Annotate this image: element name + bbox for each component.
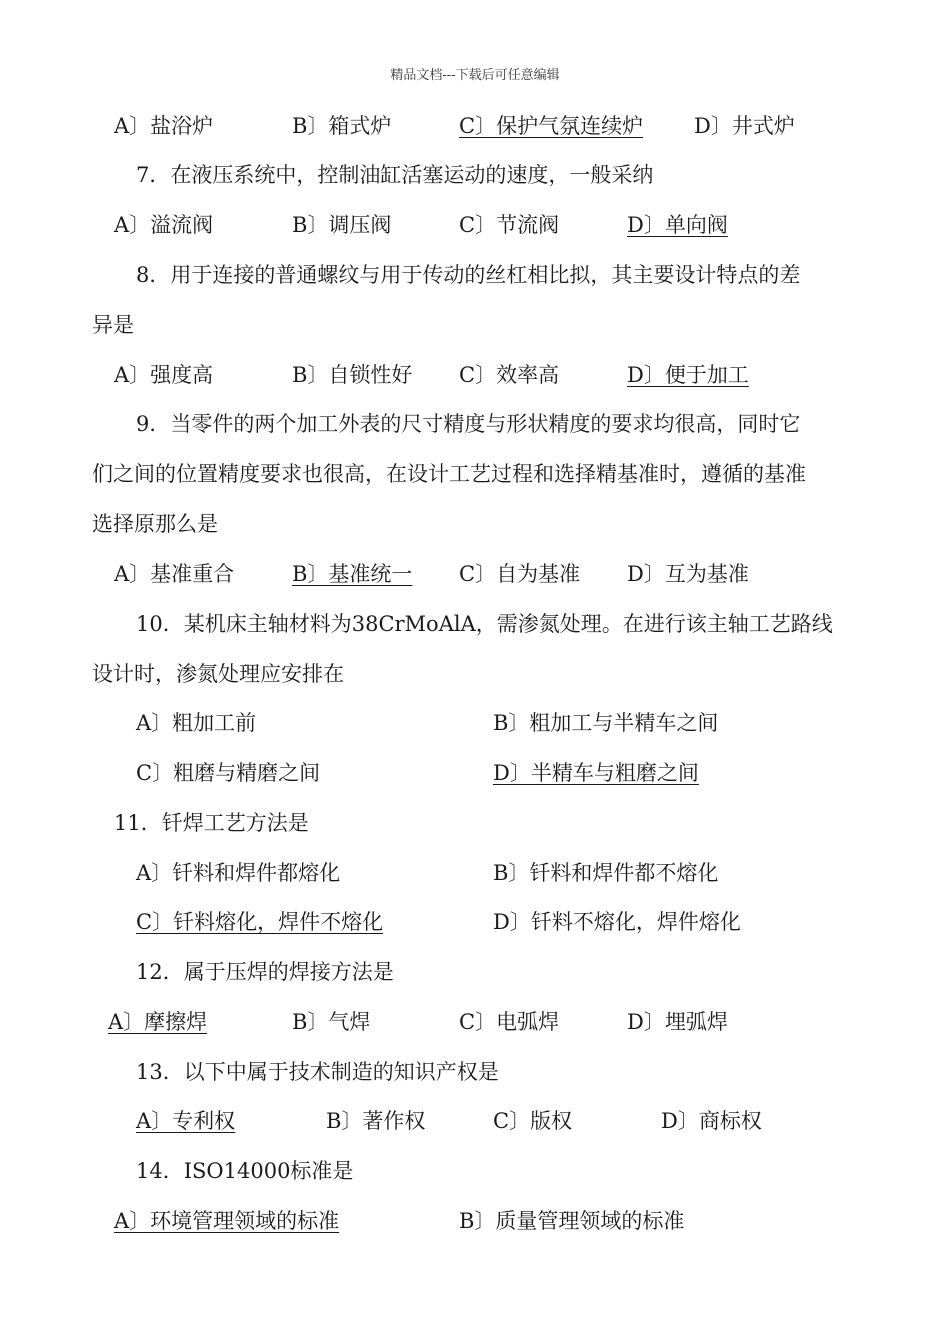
option-a: A〕钎料和焊件都熔化 [136,861,341,885]
option-c: C〕自为基准 [459,562,581,586]
option-a-correct: A〕专利权 [136,1109,236,1133]
option-d: D〕井式炉 [694,114,795,138]
question-9-line-1: 9．当零件的两个加工外表的尺寸精度与形状精度的要求均很高，同时它 [136,412,801,436]
question-9-line-3: 选择原那么是 [92,512,218,536]
option-a: A〕粗加工前 [136,711,257,735]
option-c: C〕效率高 [459,363,560,387]
option-d-correct: D〕单向阀 [627,213,728,237]
option-c: C〕粗磨与精磨之间 [136,761,321,785]
option-c: C〕节流阀 [459,213,560,237]
option-b: B〕著作权 [326,1109,426,1133]
option-a-correct: A〕摩擦焊 [108,1010,208,1034]
option-d: D〕埋弧焊 [627,1010,728,1034]
option-c-correct: C〕保护气氛连续炉 [459,114,644,138]
question-11: 11．钎焊工艺方法是 [114,811,309,835]
option-c: C〕电弧焊 [459,1010,560,1034]
option-d-correct: D〕半精车与粗磨之间 [493,761,699,785]
option-b: B〕箱式炉 [292,114,392,138]
question-12: 12．属于压焊的焊接方法是 [136,960,394,984]
option-d: D〕商标权 [661,1109,762,1133]
option-b: B〕自锁性好 [292,363,413,387]
question-8-line-1: 8．用于连接的普通螺纹与用于传动的丝杠相比拟，其主要设计特点的差 [136,263,801,287]
option-a: A〕溢流阀 [114,213,214,237]
option-b: B〕气焊 [292,1010,371,1034]
option-b: B〕钎料和焊件都不熔化 [493,861,719,885]
question-8-line-2: 异是 [92,313,134,337]
question-10-line-2: 设计时，渗氮处理应安排在 [92,662,344,686]
option-b: B〕调压阀 [292,213,392,237]
option-b: B〕质量管理领域的标准 [459,1209,685,1233]
question-9-line-2: 们之间的位置精度要求也很高，在设计工艺过程和选择精基准时，遵循的基准 [92,462,806,486]
option-d: D〕钎料不熔化，焊件熔化 [493,910,741,934]
option-a: A〕盐浴炉 [114,114,214,138]
option-a: A〕强度高 [114,363,214,387]
option-a-correct: A〕环境管理领域的标准 [114,1209,340,1233]
option-c: C〕版权 [493,1109,573,1133]
option-c-correct: C〕钎料熔化，焊件不熔化 [136,910,384,934]
option-b-correct: B〕基准统一 [292,562,413,586]
question-14: 14．ISO14000标准是 [136,1159,354,1183]
option-d-correct: D〕便于加工 [627,363,749,387]
question-13: 13．以下中属于技术制造的知识产权是 [136,1060,499,1084]
option-a: A〕基准重合 [114,562,235,586]
option-b: B〕粗加工与半精车之间 [493,711,719,735]
question-10-line-1: 10．某机床主轴材料为38CrMoAlA，需渗氮处理。在进行该主轴工艺路线 [136,612,833,636]
question-7: 7．在液压系统中，控制油缸活塞运动的速度，一般采纳 [136,163,654,187]
page-header: 精品文档---下载后可任意编辑 [390,68,560,83]
option-d: D〕互为基准 [627,562,749,586]
